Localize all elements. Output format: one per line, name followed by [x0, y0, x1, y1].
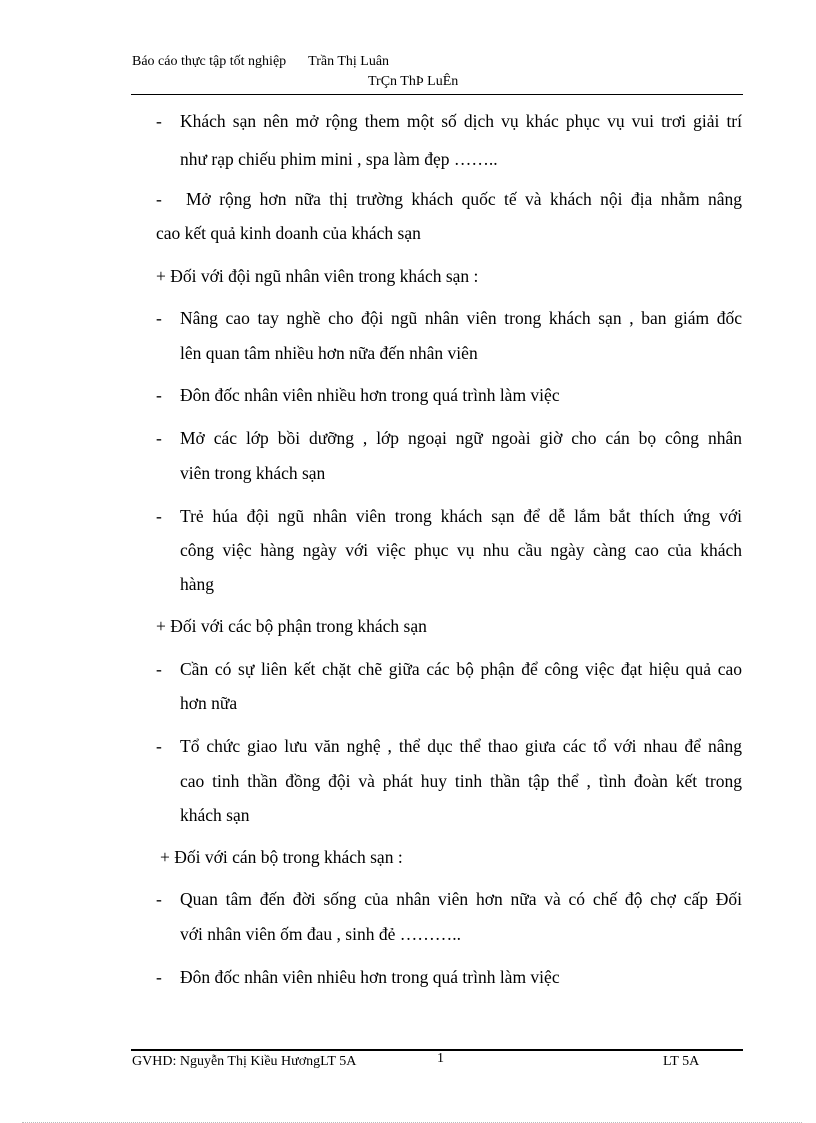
list-dash: -: [156, 385, 162, 405]
paragraph-line: Mở rộng hơn nữa thị trường khách quốc tế và khách nội địa nhằm nâng: [186, 189, 742, 209]
list-dash: -: [156, 111, 162, 131]
list-dash: -: [156, 659, 162, 679]
paragraph-line: hơn nữa: [180, 693, 238, 713]
paragraph-line: Trẻ húa đội ngũ nhân viên trong khách sạn để dễ lắm bắt thích ứng với: [180, 506, 742, 526]
footer-right: LT 5A: [663, 1054, 700, 1069]
paragraph-line: cao tinh thần đồng đội và phát huy tinh thần tập thể , tình đoàn kết trong: [180, 771, 742, 791]
paragraph-line: Quan tâm đến đời sống của nhân viên hơn nữa và có chế độ chợ cấp Đối: [180, 889, 742, 909]
section-heading: + Đối với các bộ phận trong khách sạn: [156, 616, 427, 636]
paragraph-line: hàng: [180, 574, 215, 594]
header-title: Báo cáo thực tập tốt nghiệp: [132, 54, 287, 69]
header-rule: [131, 94, 743, 95]
list-dash: -: [156, 308, 162, 328]
list-dash: -: [156, 967, 162, 987]
paragraph-line: viên trong khách sạn: [180, 463, 326, 483]
footer-left: GVHD: Nguyễn Thị Kiều HươngLT 5A: [132, 1054, 357, 1069]
paragraph-line: Nâng cao tay nghề cho đội ngũ nhân viên trong khách sạn , ban giám đốc: [180, 308, 742, 328]
header-author: Trần Thị Luân: [308, 54, 390, 69]
paragraph-line: cao kết quả kinh doanh của khách sạn: [156, 223, 421, 243]
paragraph-line: Cần có sự liên kết chặt chẽ giữa các bộ phận để công việc đạt hiệu quả cao: [180, 659, 742, 679]
list-dash: -: [156, 428, 162, 448]
paragraph-line: Tổ chức giao lưu văn nghệ , thể dục thể thao giưa các tổ với nhau để nâng: [180, 736, 742, 756]
paragraph-line: với nhân viên ốm đau , sinh đẻ ………..: [180, 924, 461, 944]
header-garbled-text: TrÇn ThÞ LuÊn: [368, 74, 459, 89]
section-heading: + Đối với đội ngũ nhân viên trong khách sạn :: [156, 266, 479, 286]
section-heading: + Đối với cán bộ trong khách sạn :: [160, 847, 403, 867]
paragraph-line: Mở các lớp bồi dưỡng , lớp ngoại ngữ ngoài giờ cho cán bọ công nhân: [180, 428, 742, 448]
page-number: 1: [437, 1051, 444, 1066]
list-dash: -: [156, 189, 162, 209]
list-dash: -: [156, 889, 162, 909]
list-dash: -: [156, 506, 162, 526]
paragraph-line: công việc hàng ngày với việc phục vụ nhu cầu ngày càng cao của khách: [180, 540, 742, 560]
paragraph-line: Đôn đốc nhân viên nhiêu hơn trong quá trình làm việc: [180, 967, 560, 987]
page-header: [132, 54, 389, 70]
paragraph-line: lên quan tâm nhiều hơn nữa đến nhân viên: [180, 343, 478, 363]
paragraph-line: khách sạn: [180, 805, 250, 825]
paragraph-line: như rạp chiếu phim mini , spa làm đẹp ……..: [180, 149, 498, 169]
paragraph-line: Khách sạn nên mở rộng them một số dịch vụ khác phục vụ vui trơi giải trí: [180, 111, 742, 131]
list-dash: -: [156, 736, 162, 756]
paragraph-line: Đôn đốc nhân viên nhiều hơn trong quá trình làm việc: [180, 385, 560, 405]
